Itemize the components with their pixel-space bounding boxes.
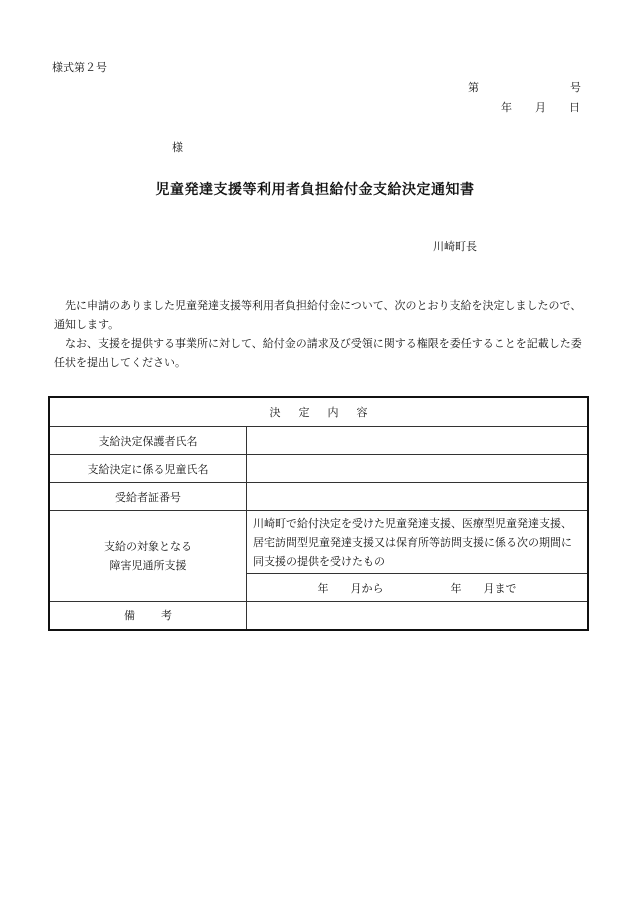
child-name-label: 支給決定に係る児童氏名	[49, 455, 247, 483]
period-from: 年 月から	[317, 581, 384, 595]
guardian-name-value	[247, 427, 589, 455]
document-number-suffix: 号	[570, 81, 581, 94]
target-label-line-1: 支給の対象となる	[104, 540, 192, 553]
guardian-name-label: 支給決定保護者氏名	[49, 427, 247, 455]
form-number: 様式第２号	[52, 61, 107, 74]
date-month: 月	[535, 101, 546, 114]
date-day: 日	[569, 101, 580, 114]
remarks-value	[247, 602, 589, 630]
recipient-suffix: 様	[172, 141, 183, 154]
certificate-number-label: 受給者証番号	[49, 483, 247, 511]
remarks-label: 備考	[49, 602, 247, 630]
certificate-number-value	[247, 483, 589, 511]
document-number-prefix: 第	[468, 81, 479, 94]
decision-table-header: 決定内容	[49, 397, 588, 427]
body-paragraph-2: なお、支援を提供する事業所に対して、給付金の請求及び受領に関する権限を委任することを記載した委任状を提出してください。	[54, 337, 582, 369]
document-title: 児童発達支援等利用者負担給付金支給決定通知書	[155, 182, 475, 198]
body-paragraph-1: 先に申請のありました児童発達支援等利用者負担給付金について、次のとおり支給を決定しましたので、通知します。	[54, 299, 582, 331]
target-service-description: 川崎町で給付決定を受けた児童発達支援、医療型児童発達支援、居宅訪問型児童発達支援又は保育所等訪問支援に係る次の期間に同支援の提供を受けたもの	[247, 511, 589, 574]
date-year: 年	[501, 101, 512, 114]
child-name-value	[247, 455, 589, 483]
target-service-label	[49, 511, 247, 602]
issuer-name: 川崎町長	[433, 240, 477, 253]
period-to: 年 月まで	[450, 581, 517, 595]
target-label-line-2: 障害児通所支援	[109, 559, 187, 572]
notice-body	[54, 296, 589, 372]
decision-table	[48, 396, 589, 631]
target-period	[247, 574, 589, 602]
